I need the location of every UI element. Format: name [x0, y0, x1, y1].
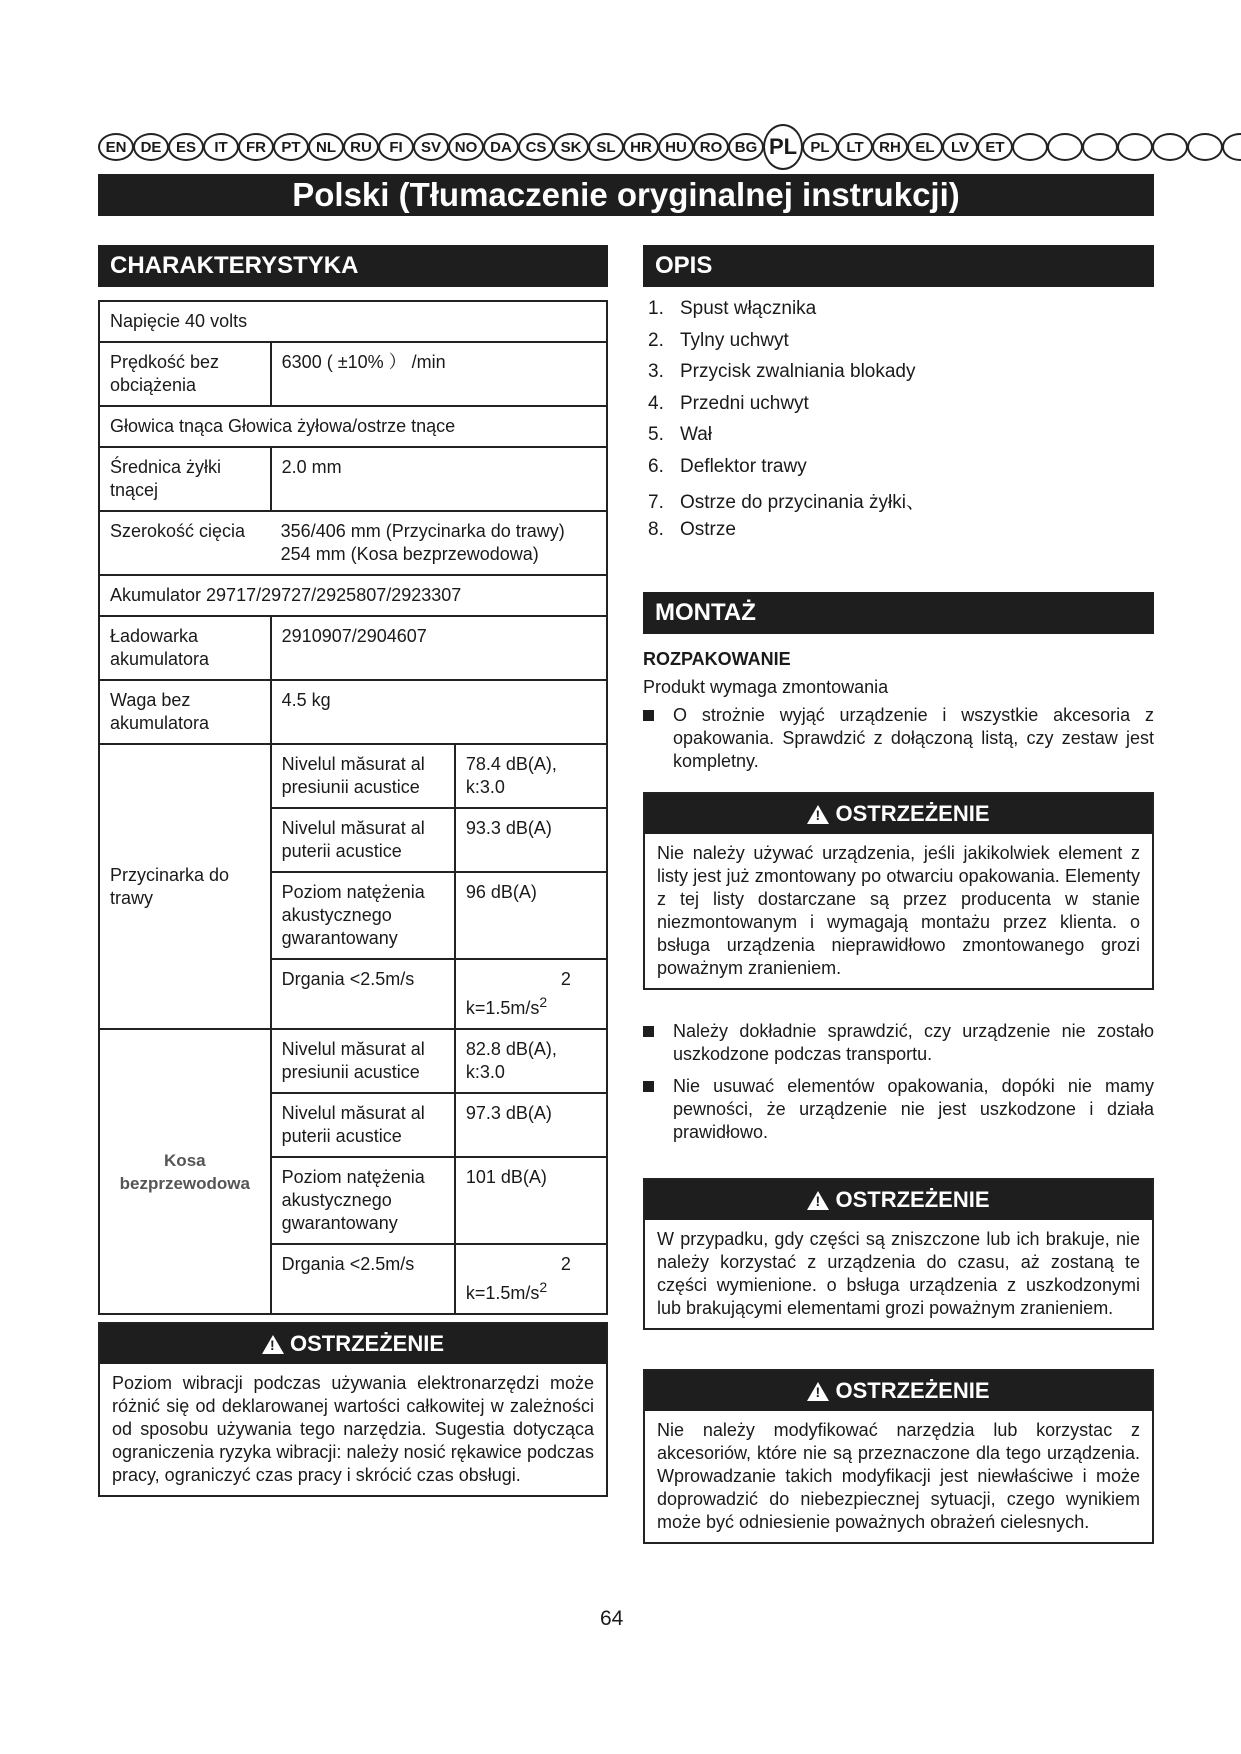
trimmer-power-label: Nivelul măsurat al puterii acustice [271, 808, 455, 872]
scythe-vibration-sup: 2 [560, 1254, 571, 1274]
spec-line-value: 2.0 mm [271, 447, 607, 511]
spec-head: Głowica tnąca Głowica żyłowa/ostrze tnące [99, 406, 607, 447]
trimmer-label: Przycinarka do trawy [99, 744, 271, 1029]
language-tab: FI [378, 133, 414, 161]
trimmer-vibration-sup: 2 [560, 969, 571, 989]
language-tab: PT [273, 133, 309, 161]
spec-width-value-2: 254 mm (Kosa bezprzewodowa) [280, 544, 539, 564]
vibration-warning [98, 1322, 608, 1497]
scythe-power-value: 97.3 dB(A) [455, 1093, 607, 1157]
language-tab: FR [238, 133, 274, 161]
modification-warning [643, 1369, 1154, 1544]
language-tab: NL [308, 133, 344, 161]
scythe-pressure-value: 82.8 dB(A), k:3.0 [455, 1029, 607, 1093]
language-tab: IT [203, 133, 239, 161]
language-tab: EL [907, 133, 943, 161]
page-number: 64 [600, 1607, 624, 1630]
scythe-vibration-k-sup: 2 [539, 1279, 548, 1295]
warning-text: W przypadku, gdy części są zniszczone lub ich brakuje, nie należy korzystać z urządzenia do czasu, aż zostaną te części wymienione. o bsługa urządzenia z uszkodzonymi lub brakującymi elementami grozi poważnym zranieniem. [657, 1229, 1140, 1318]
spec-speed-label: Prędkość bez obciążenia [99, 342, 271, 406]
language-strip [98, 133, 1241, 170]
spec-battery: Akumulator 29717/29727/2925807/2923307 [99, 575, 607, 616]
trimmer-pressure-label: Nivelul măsurat al presiunii acustice [271, 744, 455, 808]
language-tab: SV [413, 133, 449, 161]
spec-weight-label: Waga bez akumulatora [99, 680, 271, 744]
opis-item: 6. Deflektor trawy [648, 455, 807, 477]
trimmer-power-value: 93.3 dB(A) [455, 808, 607, 872]
language-tab: EN [98, 133, 134, 161]
language-tab: BG [728, 133, 764, 161]
language-tab: CS [518, 133, 554, 161]
opis-item: 8. Ostrze [648, 518, 736, 540]
scythe-vibration-label: Drgania <2.5m/s [271, 1244, 455, 1314]
scythe-label: Kosa bezprzewodowa [99, 1029, 271, 1314]
language-tab [1152, 133, 1188, 161]
language-tab [1117, 133, 1153, 161]
damaged-parts-warning [643, 1178, 1154, 1330]
spec-charger-value: 2910907/2904607 [271, 616, 607, 680]
opis-item: 2. Tylny uchwyt [648, 329, 789, 351]
spec-speed-value: 6300 ( ±10% ） /min [271, 342, 607, 406]
opis-list [648, 298, 925, 550]
warning-title: OSTRZEŻENIE [289, 1331, 444, 1356]
spec-voltage: Napięcie 40 volts [99, 301, 607, 342]
warning-icon [262, 1335, 284, 1354]
language-tab: LT [837, 133, 873, 161]
language-tab: RH [872, 133, 908, 161]
warning-icon [807, 805, 829, 824]
spec-charger-label: Ładowarka akumulatora [99, 616, 271, 680]
opis-item: 5. Wał [648, 424, 713, 445]
language-tab: NO [448, 133, 484, 161]
opis-item: 7. Ostrze do przycinania żyłki、 [648, 492, 925, 513]
trimmer-vibration-value [455, 959, 607, 1029]
language-tab: HU [658, 133, 694, 161]
spec-weight-value: 4.5 kg [271, 680, 607, 744]
unpack-bullet-3: Nie usuwać elementów opakowania, dopóki nie mamy pewności, że urządzenie nie jest uszkodzone i działa prawidłowo. [643, 1075, 1154, 1144]
language-tab: SK [553, 133, 589, 161]
montaz-heading: MONTAŻ [643, 592, 1154, 634]
language-tab: ET [977, 133, 1013, 161]
language-tab: DE [133, 133, 169, 161]
unpack-bullet-2: Należy dokładnie sprawdzić, czy urządzenie nie zostało uszkodzone podczas transportu. [643, 1020, 1154, 1066]
scythe-power-label: Nivelul măsurat al puterii acustice [271, 1093, 455, 1157]
spec-table [98, 300, 608, 1315]
unpack-heading: ROZPAKOWANIE [643, 649, 791, 669]
scythe-guaranteed-label: Poziom natężenia akustycznego gwarantowany [271, 1157, 455, 1244]
trimmer-guaranteed-value: 96 dB(A) [455, 872, 607, 959]
language-tab [1187, 133, 1223, 161]
language-tab: DA [483, 133, 519, 161]
trimmer-vibration-k-sup: 2 [539, 994, 548, 1010]
language-tab [1047, 133, 1083, 161]
spec-width-label: Szerokość cięcia [99, 511, 271, 575]
language-tab: HR [623, 133, 659, 161]
trimmer-vibration-k: k=1.5m/s [465, 998, 540, 1018]
language-tab [1012, 133, 1048, 161]
scythe-vibration-value [455, 1244, 607, 1314]
unpack-intro: Produkt wymaga zmontowania [643, 677, 889, 697]
scythe-pressure-label: Nivelul măsurat al presiunii acustice [271, 1029, 455, 1093]
spec-line-label: Średnica żyłki tnącej [99, 447, 271, 511]
trimmer-vibration-label: Drgania <2.5m/s [271, 959, 455, 1029]
opis-heading: OPIS [643, 245, 1154, 287]
scythe-vibration-k: k=1.5m/s [465, 1283, 540, 1303]
language-tab: RO [693, 133, 729, 161]
spec-width-value-1: 356/406 mm (Przycinarka do trawy) [280, 521, 565, 541]
spec-width-values [271, 511, 607, 575]
warning-title: OSTRZEŻENIE [835, 801, 990, 826]
opis-item: 1. Spust włącznika [648, 298, 817, 319]
language-tab: SL [588, 133, 624, 161]
language-tab: LV [942, 133, 978, 161]
opis-item: 4. Przedni uchwyt [648, 392, 809, 414]
warning-title: OSTRZEŻENIE [835, 1378, 990, 1403]
warning-text: Poziom wibracji podczas używania elektronarzędzi może różnić się od deklarowanej wartości całkowitej w zależności od sposobu używania tego narzędzia. Sugestia dotycząca ograniczenia ryzyka wibracji: należy nosić rękawice podczas pracy, ograniczyć czas pracy i skrócić czas obsługi. [112, 1373, 594, 1485]
language-tab [1082, 133, 1118, 161]
warning-text: Nie należy używać urządzenia, jeśli jakikolwiek element z listy jest już zmontowany po otwarciu opakowania. Elementy z tej listy dostarczane są przez producenta w stanie niezmontowanym i wymagają montażu przez klienta. o bsługa urządzenia nieprawidłowo zmontowanego grozi poważnym zranieniem. [657, 843, 1140, 978]
warning-text: Nie należy modyfikować narzędzia lub korzystac z akcesoriów, które nie są przeznaczone dla tego urządzenia. Wprowadzanie takich modyfikacji jest niewłaściwe i może doprowadzić do niebezpiecznej sytuacji, czego wynikiem może być odniesienie poważnych obrażeń cielesnych. [657, 1420, 1140, 1532]
language-tab: ES [168, 133, 204, 161]
warning-icon [807, 1382, 829, 1401]
warning-icon [807, 1191, 829, 1210]
scythe-guaranteed-value: 101 dB(A) [455, 1157, 607, 1244]
unpack-bullet-1: O strożnie wyjąć urządzenie i wszystkie akcesoria z opakowania. Sprawdzić z dołączoną listą, czy zestaw jest kompletny. [643, 704, 1154, 773]
spec-heading: CHARAKTERYSTYKA [98, 245, 608, 287]
opis-item: 3. Przycisk zwalniania blokady [648, 361, 916, 382]
language-tab [1222, 133, 1241, 161]
language-tab: RU [343, 133, 379, 161]
warning-title: OSTRZEŻENIE [835, 1187, 990, 1212]
page-title: Polski (Tłumaczenie oryginalnej instrukcji) [98, 174, 1154, 216]
language-tab-active: PL [763, 124, 803, 170]
language-tab: PL [802, 133, 838, 161]
assembly-warning [643, 792, 1154, 990]
trimmer-guaranteed-label: Poziom natężenia akustycznego gwarantowany [271, 872, 455, 959]
trimmer-pressure-value: 78.4 dB(A), k:3.0 [455, 744, 607, 808]
